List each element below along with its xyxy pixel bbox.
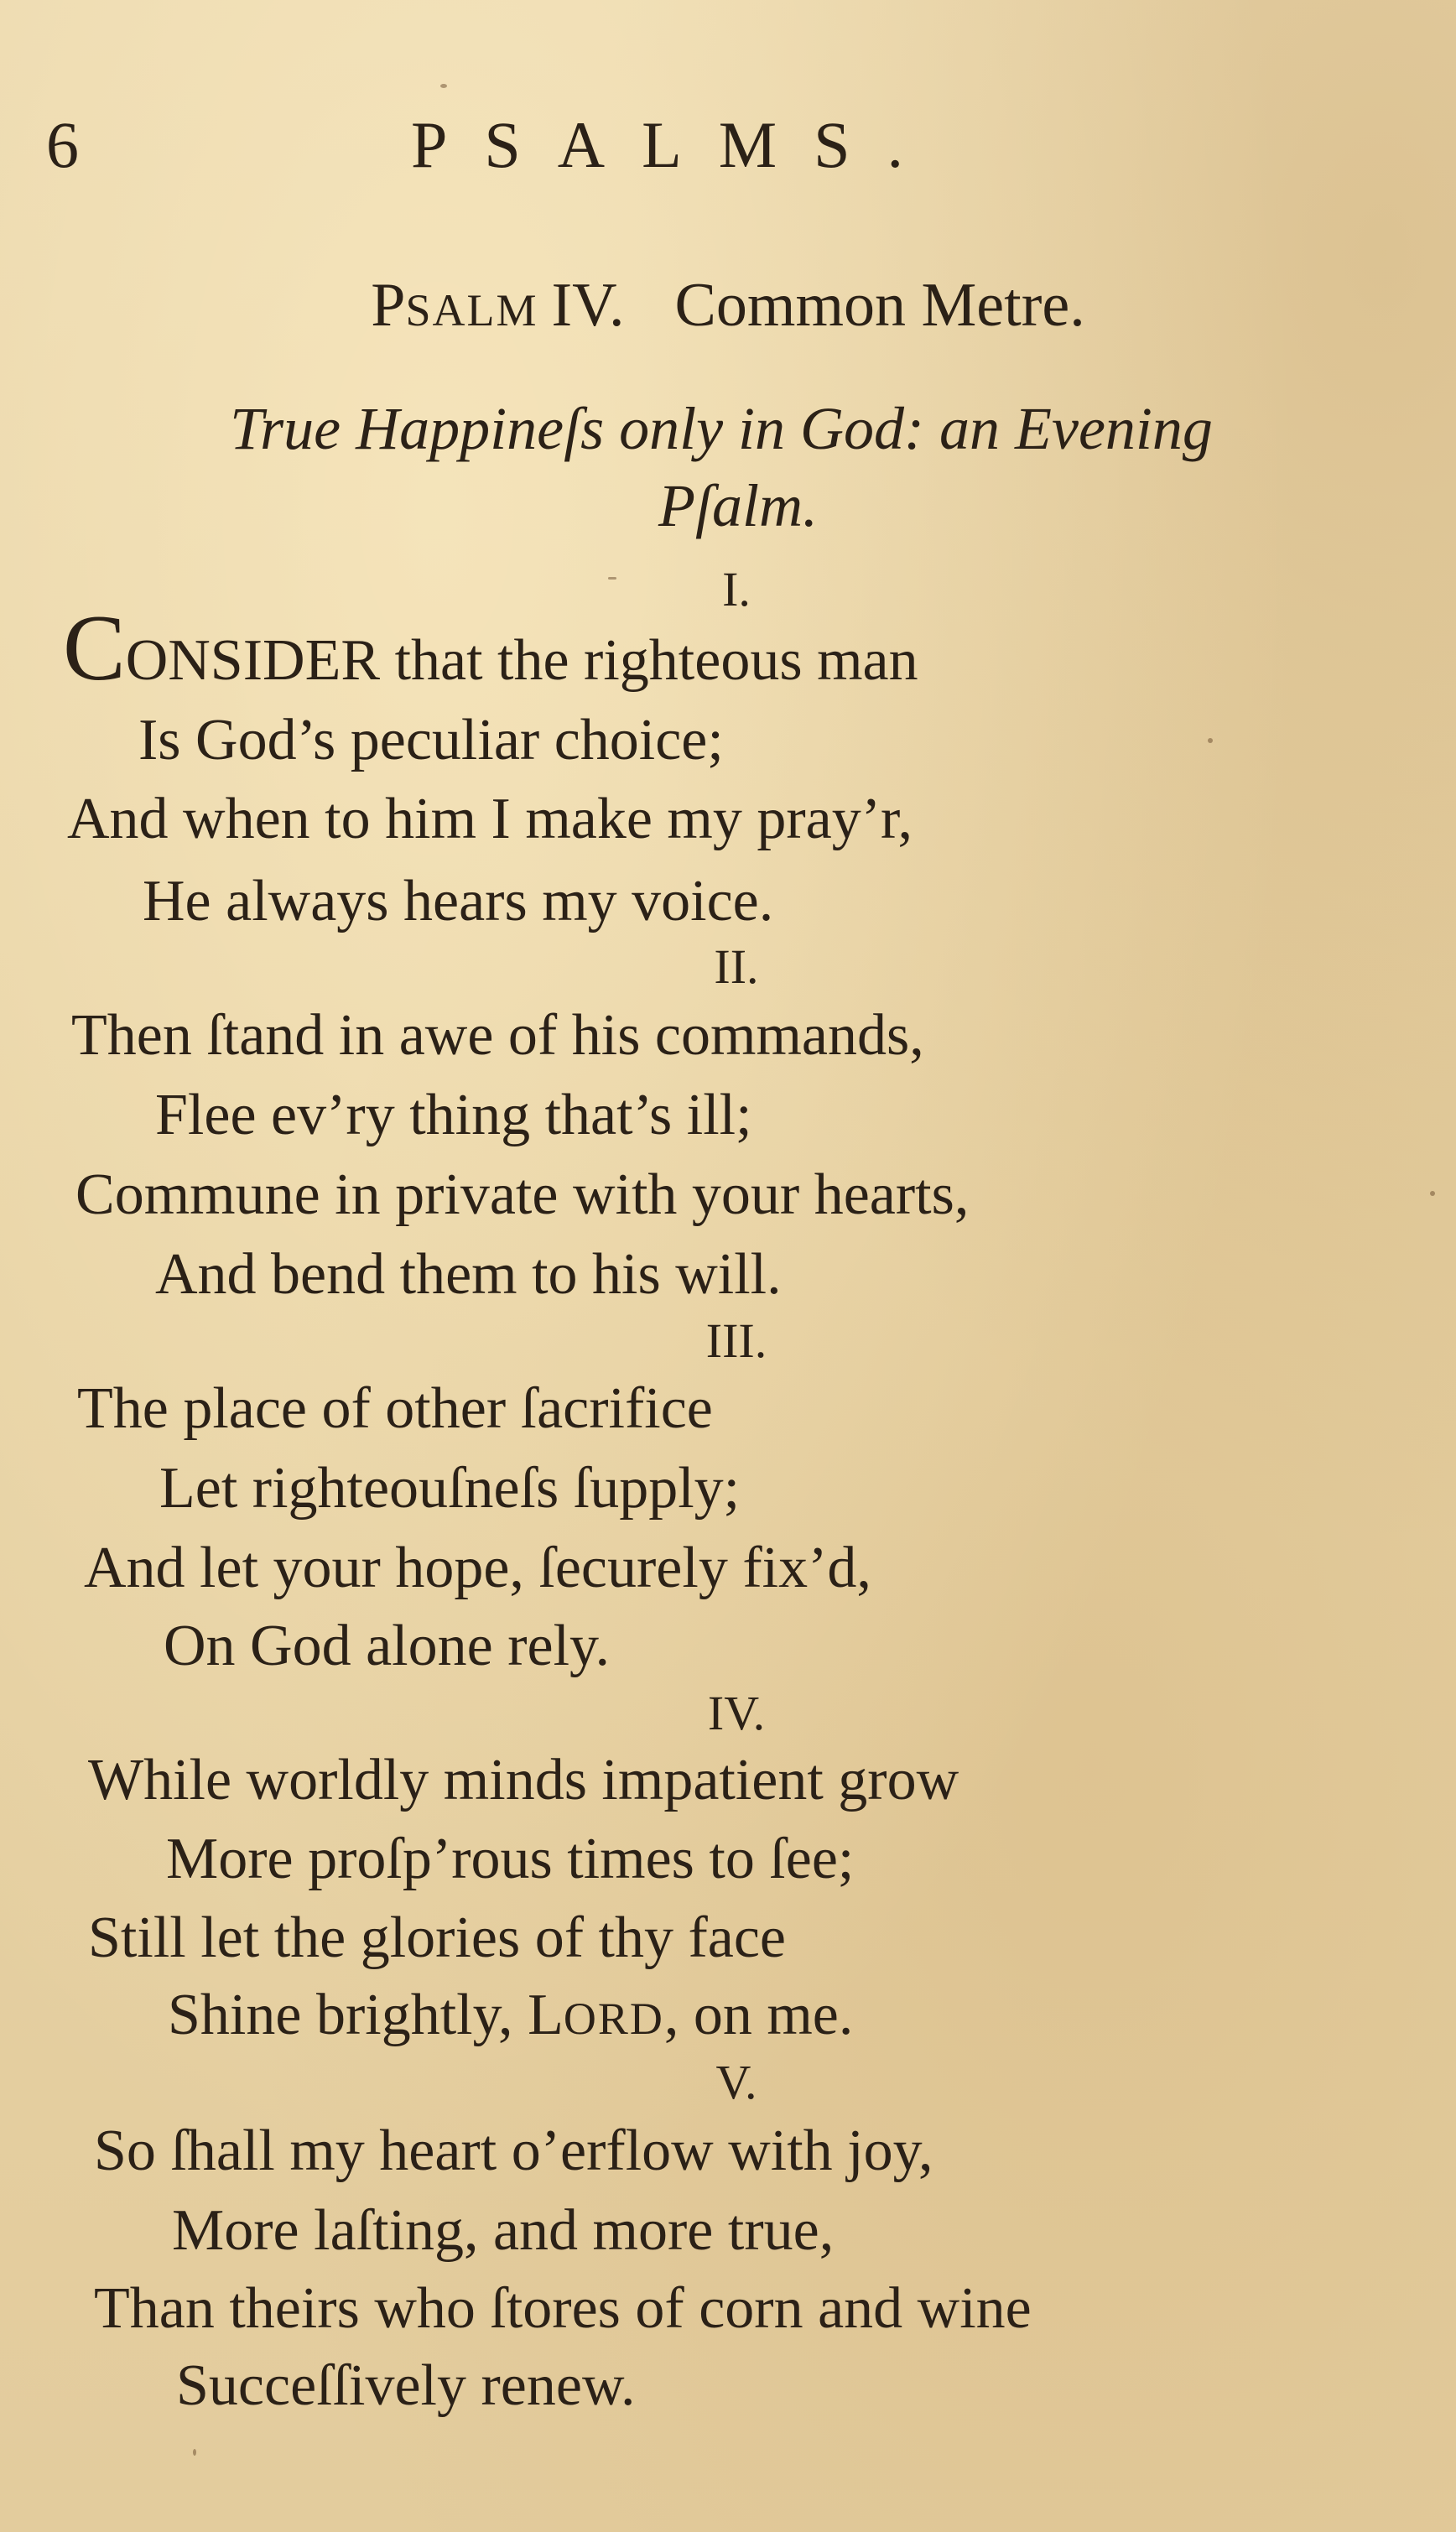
verse-line [168, 1978, 853, 2056]
verse-line: And when to him I make my pray’r, [67, 787, 913, 851]
stanza-numeral-5: V. [715, 2055, 757, 2109]
verse-line: And let your hope, ſecurely fix’d, [84, 1536, 871, 1600]
verse-line: Than theirs who ſtores of corn and wine [94, 2276, 1032, 2341]
paper-speck [1430, 1191, 1435, 1196]
verse-line-tail: that the righteous man [380, 628, 918, 693]
verse-line: Succeſſively renew. [176, 2353, 636, 2418]
verse-line: Still let the glories of thy face [88, 1905, 787, 1970]
verse-line: On God alone rely. [164, 1614, 610, 1678]
verse-line: He always hears my voice. [143, 869, 774, 933]
paper-speck [1208, 738, 1213, 743]
verse-line: Let righteouſneſs ſupply; [159, 1456, 741, 1521]
stanza-numeral-3: III. [705, 1313, 767, 1368]
lord-rest: ORD [563, 1994, 664, 2044]
psalm-heading [0, 267, 1456, 349]
paper-speck [193, 2449, 196, 2456]
verse-line: Is God’s peculiar choice; [138, 708, 724, 772]
stanza-numeral-1: I. [722, 562, 751, 616]
verse-line-before-lord: Shine brightly, [168, 1983, 528, 2047]
subtitle-line-2: Pſalm. [658, 472, 818, 539]
verse-line-after-lord: , on me. [663, 1983, 854, 2047]
psalm-metre: Common Metre. [674, 271, 1085, 340]
verse-line: The place of other ſacrifice [77, 1376, 713, 1441]
psalm-subtitle [50, 390, 1392, 544]
running-title: PSALMS. [411, 108, 940, 181]
stanza-numeral-4: IV. [707, 1686, 766, 1740]
stanza-numeral-2: II. [714, 939, 759, 994]
subtitle-line-1: True Happineſs only in God: an Evening [230, 395, 1213, 462]
psalm-label-first: P [371, 271, 406, 340]
psalm-number: IV. [551, 271, 625, 340]
psalm-label-rest: SALM [405, 285, 538, 335]
drop-cap: C [63, 596, 126, 700]
page-number: 6 [46, 108, 79, 181]
verse-line: Flee ev’ry thing that’s ill; [155, 1083, 752, 1147]
drop-cap-rest: ONSIDER [125, 628, 381, 693]
paper-speck [608, 577, 616, 580]
verse-line: More proſp’rous times to ſee; [166, 1827, 855, 1891]
verse-line: More laſting, and more true, [172, 2198, 835, 2263]
running-head [0, 99, 1456, 191]
lord-first: L [528, 1983, 564, 2047]
verse-line [63, 596, 918, 700]
verse-line: And bend them to his will. [155, 1242, 782, 1307]
verse-line: While worldly minds impatient grow [88, 1748, 959, 1812]
verse-line: Commune in private with your hearts, [75, 1162, 970, 1227]
paper-speck [440, 84, 447, 88]
verse-line: So ſhall my heart o’erflow with joy, [94, 2119, 933, 2183]
verse-line: Then ſtand in awe of his commands, [71, 1003, 924, 1068]
